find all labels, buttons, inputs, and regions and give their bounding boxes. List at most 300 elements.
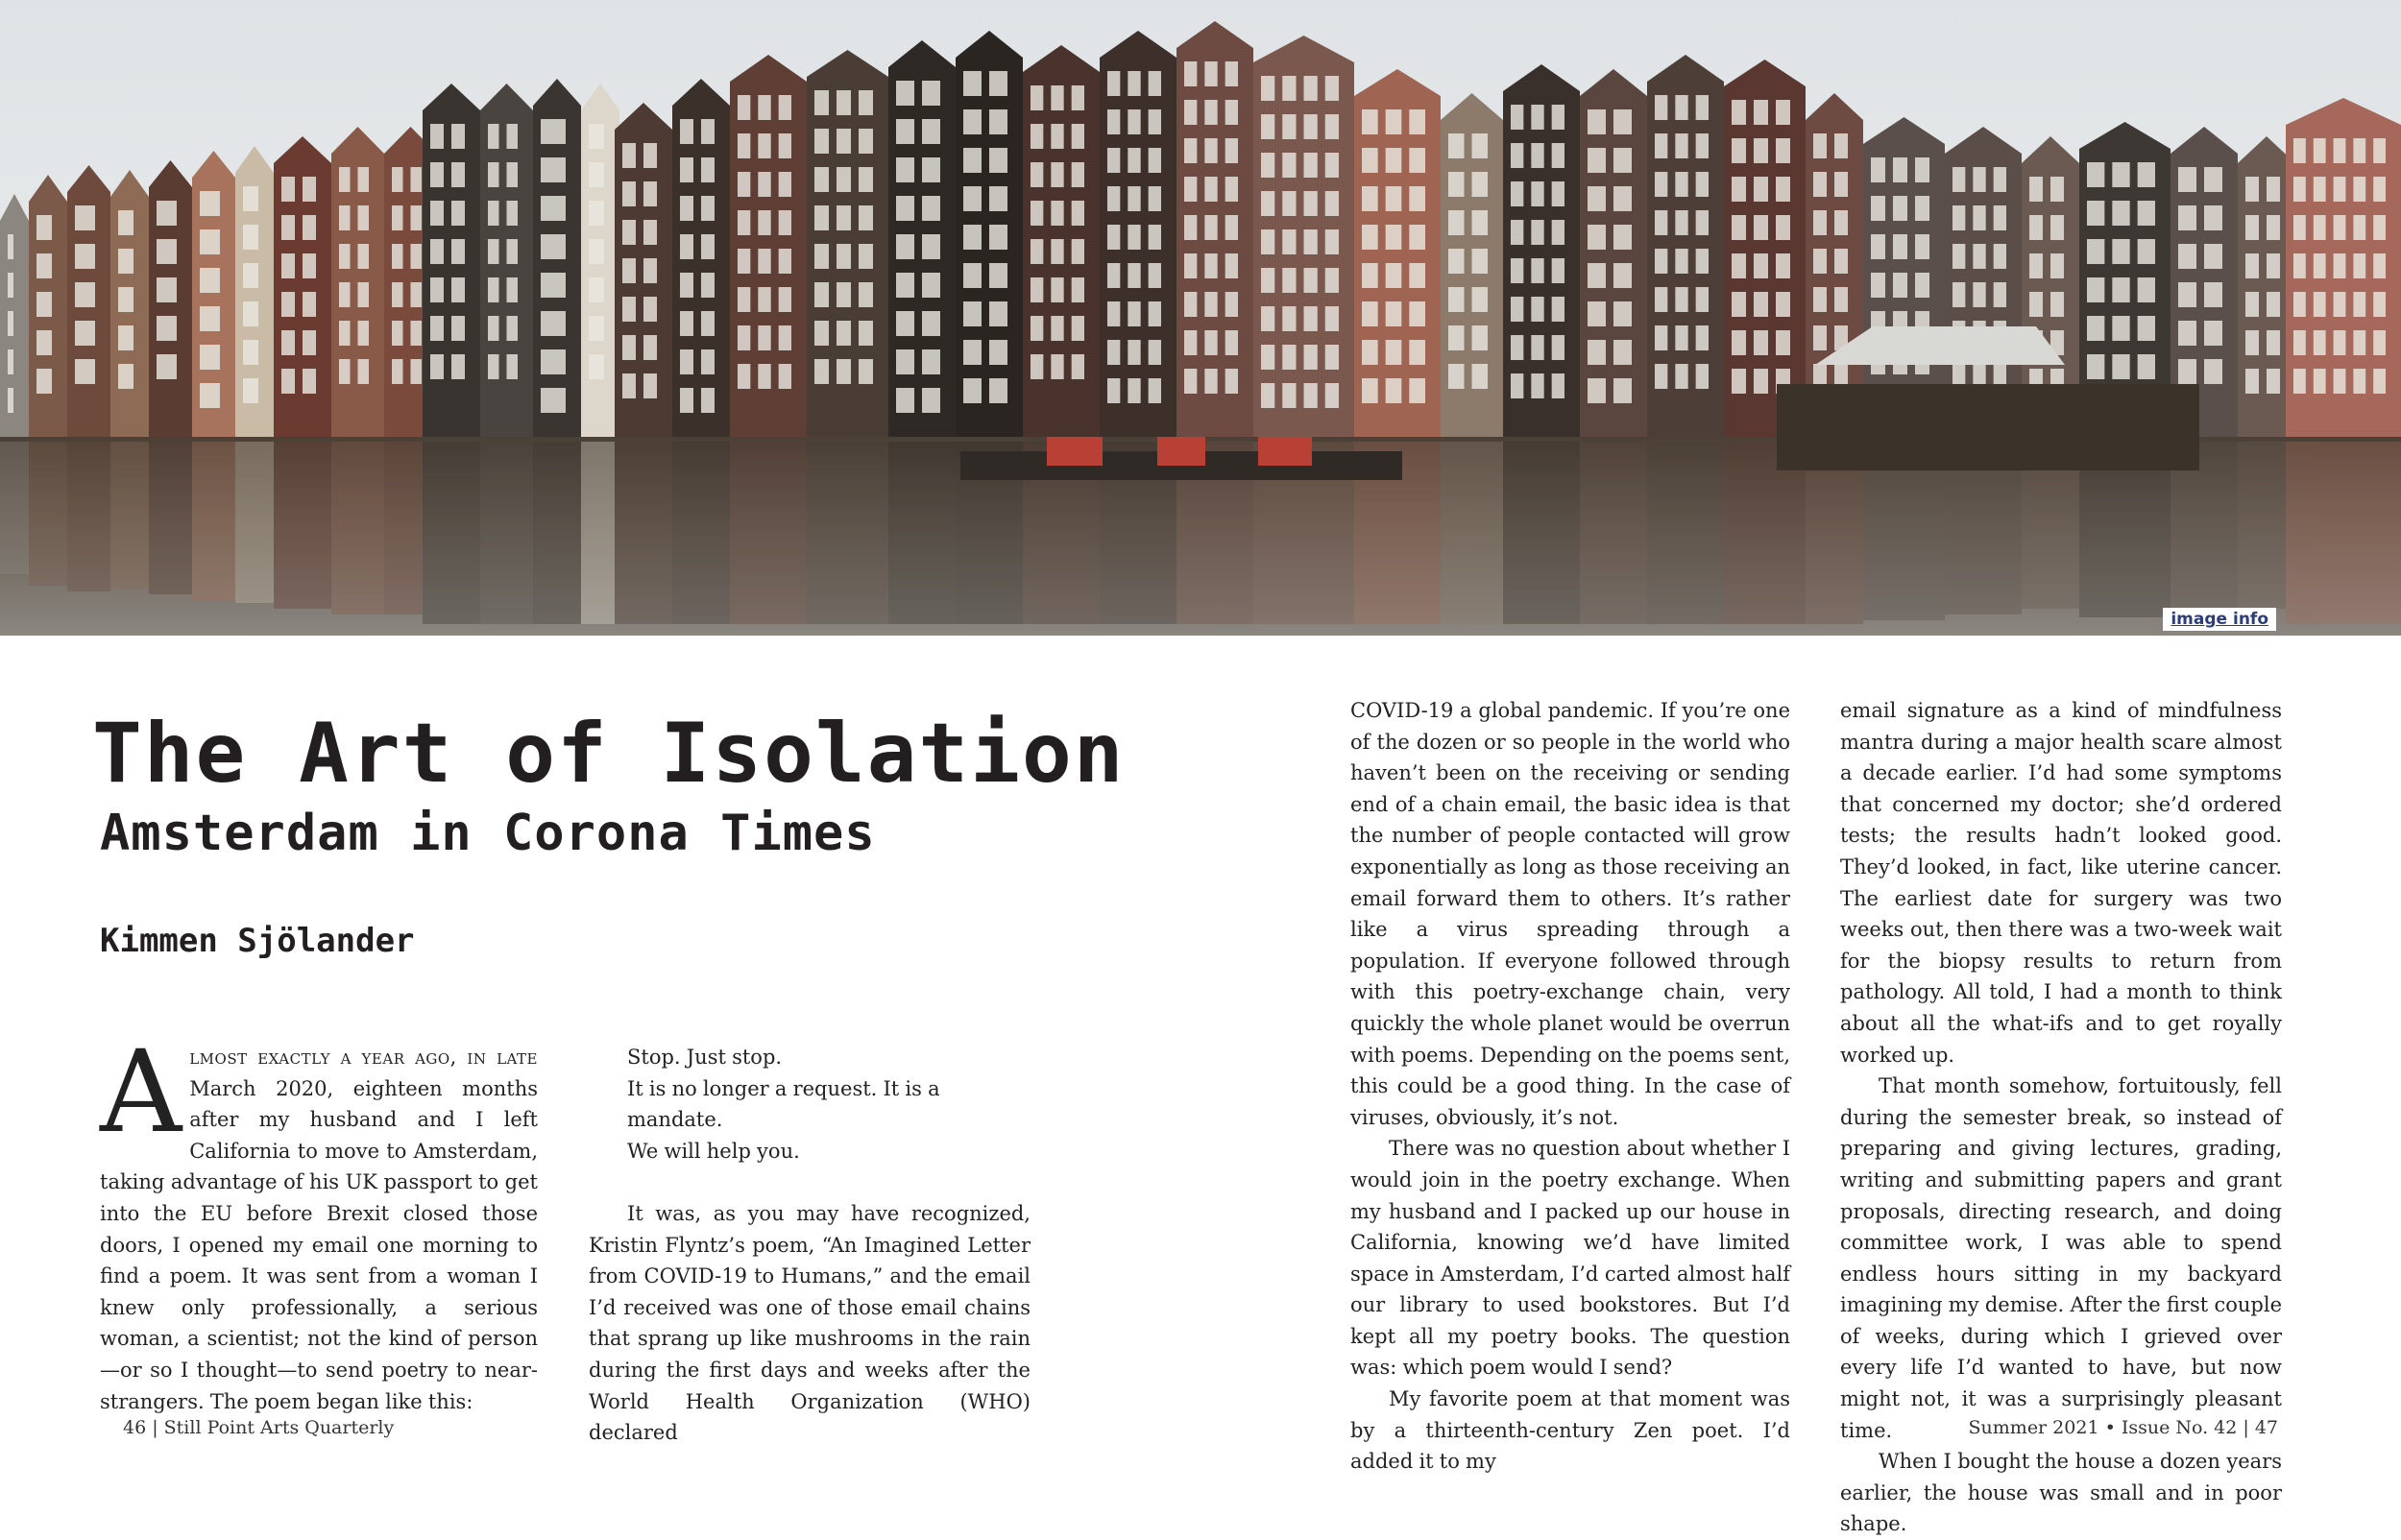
- window: [200, 268, 220, 293]
- window: [1511, 105, 1523, 130]
- hero-photo: [0, 0, 2401, 636]
- body-column-1: [100, 1025, 538, 1417]
- window: [837, 244, 851, 269]
- window: [2178, 282, 2196, 307]
- window: [1588, 378, 1606, 403]
- window: [1613, 378, 1632, 403]
- window: [1613, 109, 1632, 134]
- window: [1184, 292, 1197, 317]
- window: [1184, 177, 1197, 202]
- window: [2245, 292, 2259, 317]
- window: [1952, 282, 1965, 307]
- window: [1184, 215, 1197, 240]
- window: [358, 167, 370, 192]
- window: [1696, 249, 1709, 274]
- window: [896, 388, 914, 413]
- window: [643, 335, 657, 360]
- window: [339, 244, 351, 269]
- window: [896, 234, 914, 259]
- window: [1031, 162, 1043, 187]
- window: [1552, 220, 1564, 245]
- window: [758, 325, 770, 350]
- window: [2267, 330, 2280, 355]
- house-reflection: [110, 442, 149, 589]
- window: [1776, 330, 1790, 355]
- window: [392, 359, 403, 384]
- window: [680, 234, 693, 259]
- window: [1973, 167, 1985, 192]
- window: [1696, 172, 1709, 197]
- window: [1813, 287, 1827, 312]
- window: [1588, 186, 1606, 211]
- window: [1204, 138, 1217, 163]
- window: [859, 90, 873, 115]
- window: [1834, 249, 1848, 274]
- window: [75, 359, 95, 384]
- window: [758, 287, 770, 312]
- window: [1304, 268, 1318, 293]
- house-reflection: [1580, 442, 1647, 624]
- window: [1448, 249, 1465, 274]
- amsterdam-canal-houses-photo: [0, 0, 2401, 636]
- paragraph: There was no question about whether I would join in the poetry exchange. When my husband and I packed up our house in California, knowing we’d have limited space in Amsterdam, I’d carted almost half our library to used bookstores. But I’d kept all my poetry books. The question was: which poem would I send?: [1350, 1137, 1790, 1380]
- window: [358, 244, 370, 269]
- window: [243, 340, 258, 365]
- window: [589, 124, 604, 149]
- window: [451, 316, 465, 341]
- lead-in-smallcaps: lmost exactly a year ago, in late: [189, 1046, 538, 1069]
- canal-house: [480, 110, 533, 442]
- window: [2087, 239, 2104, 264]
- window: [701, 157, 715, 182]
- window: [118, 210, 133, 235]
- window: [541, 349, 566, 374]
- window: [1754, 330, 1768, 355]
- window: [1675, 249, 1687, 274]
- window: [1031, 316, 1043, 341]
- window: [1834, 287, 1848, 312]
- window: [1834, 172, 1848, 197]
- window: [643, 258, 657, 283]
- window: [1031, 354, 1043, 379]
- window: [2245, 330, 2259, 355]
- window: [430, 277, 444, 302]
- window: [622, 220, 636, 245]
- window: [2087, 354, 2104, 379]
- window: [2267, 369, 2280, 394]
- window: [488, 239, 499, 264]
- window: [36, 215, 52, 240]
- window: [303, 177, 316, 202]
- window: [2112, 239, 2129, 264]
- window: [1409, 109, 1425, 134]
- window: [1225, 369, 1238, 394]
- window: [2112, 316, 2129, 341]
- image-info-link[interactable]: image info: [2163, 608, 2276, 631]
- window: [896, 311, 914, 336]
- window: [1915, 157, 1929, 182]
- window: [1325, 114, 1339, 139]
- window: [1261, 114, 1274, 139]
- window: [488, 162, 499, 187]
- window: [2314, 138, 2326, 163]
- window: [779, 133, 791, 158]
- window: [1386, 301, 1402, 326]
- window: [1409, 378, 1425, 403]
- window: [2204, 167, 2222, 192]
- window: [2373, 253, 2386, 278]
- canal-house: [2286, 125, 2401, 442]
- window: [507, 354, 519, 379]
- window: [411, 205, 423, 230]
- window: [2267, 253, 2280, 278]
- window: [2293, 177, 2306, 202]
- window: [1128, 71, 1140, 96]
- window: [358, 321, 370, 346]
- window: [1128, 148, 1140, 173]
- window: [1552, 335, 1564, 360]
- window: [200, 345, 220, 370]
- paragraph: My favorite poem at that moment was by a thirteenth-century Zen poet. I’d added it to my: [1350, 1387, 1790, 1474]
- window: [1675, 172, 1687, 197]
- house-reflection: [480, 442, 533, 624]
- window: [1304, 306, 1318, 331]
- window: [200, 191, 220, 216]
- paragraph: When I bought the house a dozen years earlier, the house was small and in poor shape.: [1840, 1450, 2282, 1536]
- house-reflection: [29, 442, 67, 586]
- window: [118, 325, 133, 350]
- window: [281, 253, 295, 278]
- window: [1696, 210, 1709, 235]
- window: [157, 239, 177, 264]
- window: [622, 143, 636, 168]
- window: [8, 349, 13, 374]
- window: [2334, 292, 2346, 317]
- window: [922, 81, 940, 106]
- window: [963, 186, 982, 211]
- window: [157, 354, 177, 379]
- body-column-2: [589, 1042, 1031, 1449]
- window: [2373, 330, 2386, 355]
- window: [1149, 301, 1161, 326]
- window: [2029, 292, 2043, 317]
- window: [963, 340, 982, 365]
- window: [896, 273, 914, 298]
- window: [814, 205, 829, 230]
- window: [200, 383, 220, 408]
- window: [1261, 76, 1274, 101]
- window: [859, 167, 873, 192]
- window: [2178, 321, 2196, 346]
- window: [1128, 225, 1140, 250]
- window: [1204, 100, 1217, 125]
- window: [358, 282, 370, 307]
- window: [1871, 157, 1885, 182]
- window: [1409, 186, 1425, 211]
- window: [859, 244, 873, 269]
- house-reflection: [67, 442, 110, 591]
- window: [989, 71, 1007, 96]
- window: [303, 215, 316, 240]
- window: [1362, 148, 1378, 173]
- window: [738, 172, 750, 197]
- window: [1696, 325, 1709, 350]
- window: [75, 205, 95, 230]
- window: [779, 95, 791, 120]
- window: [451, 201, 465, 226]
- window: [2087, 316, 2104, 341]
- window: [392, 167, 403, 192]
- window: [2373, 215, 2386, 240]
- window: [1813, 133, 1827, 158]
- window: [1386, 109, 1402, 134]
- window: [1107, 148, 1120, 173]
- window: [2138, 239, 2155, 264]
- window: [589, 201, 604, 226]
- window: [157, 316, 177, 341]
- canal-house: [0, 221, 29, 442]
- window: [392, 321, 403, 346]
- window: [1732, 292, 1746, 317]
- window: [1184, 369, 1197, 394]
- window: [2293, 292, 2306, 317]
- house-reflection: [2286, 442, 2401, 624]
- window: [1051, 124, 1063, 149]
- window: [643, 373, 657, 398]
- window: [1472, 172, 1489, 197]
- window: [2314, 292, 2326, 317]
- poem-excerpt: [589, 1042, 1031, 1167]
- window: [451, 239, 465, 264]
- window: [989, 378, 1007, 403]
- window: [1893, 273, 1907, 298]
- window: [1184, 100, 1197, 125]
- window: [758, 249, 770, 274]
- window: [1588, 225, 1606, 250]
- window: [1696, 95, 1709, 120]
- window: [989, 263, 1007, 288]
- window: [643, 297, 657, 322]
- window: [281, 369, 295, 394]
- window: [2314, 253, 2326, 278]
- window: [837, 205, 851, 230]
- window: [1732, 100, 1746, 125]
- window: [1655, 287, 1667, 312]
- window: [1282, 76, 1296, 101]
- window: [157, 277, 177, 302]
- window: [1552, 373, 1564, 398]
- window: [701, 311, 715, 336]
- window: [8, 273, 13, 298]
- window: [1552, 258, 1564, 283]
- window: [643, 220, 657, 245]
- window: [1128, 340, 1140, 365]
- window: [1107, 263, 1120, 288]
- window: [2204, 244, 2222, 269]
- window: [1304, 153, 1318, 178]
- window: [1304, 191, 1318, 216]
- window: [1031, 201, 1043, 226]
- window: [680, 349, 693, 374]
- window: [779, 210, 791, 235]
- window: [1472, 364, 1489, 389]
- window: [2204, 282, 2222, 307]
- window: [1128, 186, 1140, 211]
- window: [1973, 244, 1985, 269]
- poem-line: We will help you.: [627, 1139, 800, 1163]
- window: [814, 282, 829, 307]
- window: [1325, 191, 1339, 216]
- window: [963, 301, 982, 326]
- window: [1107, 186, 1120, 211]
- window: [738, 133, 750, 158]
- article-subtitle: Amsterdam in Corona Times: [100, 805, 876, 862]
- window: [1675, 287, 1687, 312]
- window: [1531, 258, 1543, 283]
- window: [1472, 287, 1489, 312]
- window: [541, 311, 566, 336]
- flower-planter: [1047, 437, 1103, 466]
- window: [989, 301, 1007, 326]
- window: [1204, 292, 1217, 317]
- window: [963, 71, 982, 96]
- window: [1128, 263, 1140, 288]
- window: [1776, 138, 1790, 163]
- window: [859, 129, 873, 154]
- window: [1732, 369, 1746, 394]
- house-reflection: [672, 442, 730, 624]
- window: [1261, 383, 1274, 408]
- window: [200, 229, 220, 254]
- window: [1511, 181, 1523, 206]
- window: [779, 287, 791, 312]
- window: [1362, 263, 1378, 288]
- window: [1051, 85, 1063, 110]
- window: [1531, 335, 1543, 360]
- window: [814, 359, 829, 384]
- window: [339, 205, 351, 230]
- canal-house: [1441, 120, 1503, 442]
- window: [2050, 292, 2064, 317]
- window: [1225, 138, 1238, 163]
- house-reflection: [235, 442, 274, 603]
- window: [1472, 325, 1489, 350]
- window: [738, 364, 750, 389]
- window: [1952, 205, 1965, 230]
- window: [2293, 253, 2306, 278]
- paragraph: It was, as you may have recognized, Kristin Flyntz’s poem, “An Imagined Letter from COVID-19 to Humans,” and the email I’d received was one of those email chains that sprang up like mushrooms in the rain during the first days and weeks after the World Health Organization (WHO) declared: [589, 1201, 1031, 1445]
- window: [1776, 253, 1790, 278]
- window: [1655, 172, 1667, 197]
- window: [1871, 196, 1885, 221]
- window: [589, 277, 604, 302]
- window: [1325, 153, 1339, 178]
- window: [1031, 239, 1043, 264]
- window: [1225, 100, 1238, 125]
- window: [1072, 201, 1084, 226]
- paragraph: That month somehow, fortuitously, fell during the semester break, so instead of preparing and giving lectures, grading, writing and submitting papers and grant proposals, directing research, and doing committee work, I was able to spend endless hours sitting in my backyard imagining my demise. After the first couple of weeks, during which I grieved over every life I’d wanted to have, but now might not, it was a surprisingly pleasant time.: [1840, 1074, 2282, 1442]
- window: [2353, 369, 2365, 394]
- window: [922, 196, 940, 221]
- window: [963, 148, 982, 173]
- window: [1732, 177, 1746, 202]
- poem-line: Stop. Just stop.: [627, 1046, 783, 1069]
- window: [1754, 100, 1768, 125]
- window: [2178, 359, 2196, 384]
- window: [243, 225, 258, 250]
- window: [1031, 85, 1043, 110]
- window: [1386, 263, 1402, 288]
- window: [1409, 148, 1425, 173]
- window: [701, 388, 715, 413]
- house-reflection: [149, 442, 192, 594]
- window: [1655, 210, 1667, 235]
- window: [758, 364, 770, 389]
- window: [1051, 277, 1063, 302]
- window: [2204, 205, 2222, 230]
- window: [2245, 215, 2259, 240]
- window: [451, 162, 465, 187]
- window: [2314, 177, 2326, 202]
- window: [1834, 133, 1848, 158]
- window: [2334, 177, 2346, 202]
- window: [1149, 109, 1161, 134]
- house-reflection: [1647, 442, 1724, 624]
- window: [1613, 263, 1632, 288]
- window: [1225, 330, 1238, 355]
- window: [2112, 277, 2129, 302]
- window: [2138, 277, 2155, 302]
- window: [1051, 354, 1063, 379]
- window: [2293, 138, 2306, 163]
- window: [200, 306, 220, 331]
- window: [1813, 172, 1827, 197]
- window: [2293, 215, 2306, 240]
- window: [1107, 378, 1120, 403]
- window: [1225, 61, 1238, 86]
- window: [2314, 369, 2326, 394]
- window: [922, 388, 940, 413]
- window: [2138, 316, 2155, 341]
- window: [1362, 186, 1378, 211]
- window: [1128, 378, 1140, 403]
- window: [963, 263, 982, 288]
- window: [779, 172, 791, 197]
- window: [1871, 273, 1885, 298]
- window: [541, 157, 566, 182]
- window: [2314, 215, 2326, 240]
- window: [1732, 330, 1746, 355]
- window: [2373, 177, 2386, 202]
- cafe-terrace: [1777, 384, 2199, 470]
- window: [1655, 133, 1667, 158]
- window: [589, 162, 604, 187]
- window: [2029, 177, 2043, 202]
- window: [1072, 162, 1084, 187]
- window: [1776, 177, 1790, 202]
- window: [1994, 205, 2006, 230]
- window: [1304, 76, 1318, 101]
- window: [758, 210, 770, 235]
- window: [1675, 210, 1687, 235]
- window: [488, 201, 499, 226]
- window: [738, 325, 750, 350]
- window: [36, 292, 52, 317]
- window: [1893, 196, 1907, 221]
- window: [1776, 215, 1790, 240]
- window: [1184, 253, 1197, 278]
- window: [1107, 301, 1120, 326]
